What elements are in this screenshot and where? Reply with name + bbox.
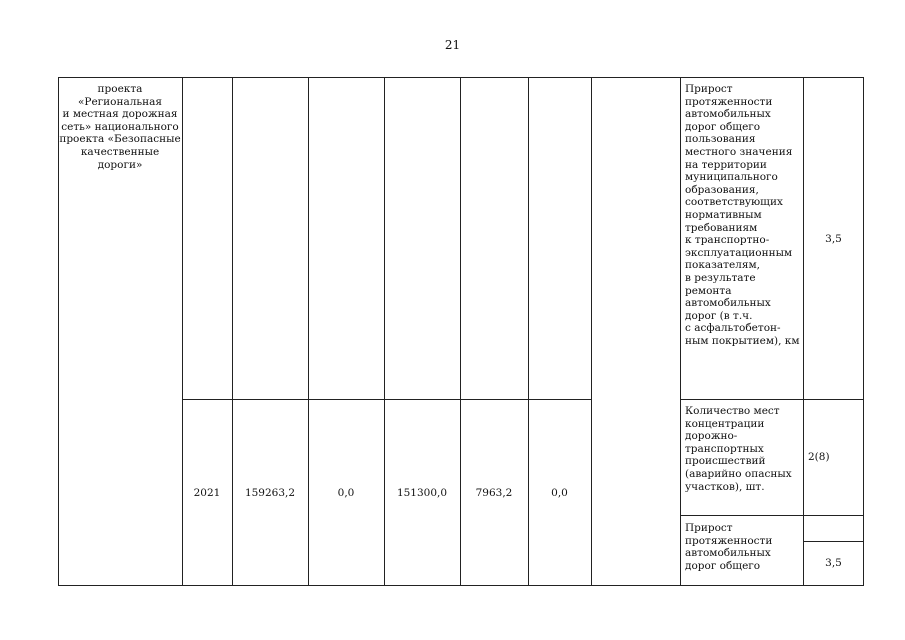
- indicator-value-2: 2(8): [808, 451, 830, 463]
- indicator-name-2: Количество мест концентрации дорожно- транспортных происшествий (аварийно опасных участков), шт.: [685, 405, 792, 493]
- indicator-name-1: Прирост протяженности автомобильных дорог общего пользования местного значения на территории муниципального образования, соответствующих нормативным требованиям к транспортно- эксплуатационным показателям, в результате ремонта автомобильных дорог (в т.ч. с асфальтобетон- ным покрытием), км: [685, 83, 800, 347]
- regional-budget-cell: 151300,0: [396, 487, 448, 499]
- total-cell: 159263,2: [244, 487, 296, 499]
- year-cell: 2021: [193, 487, 221, 499]
- indicator-value-1: 3,5: [825, 233, 842, 245]
- local-budget-cell: 7963,2: [475, 487, 513, 499]
- program-description-cell: проекта «Региональная и местная дорожная сеть» национального проекта «Безопасные качественные дороги»: [59, 83, 181, 171]
- page-number: 21: [444, 38, 461, 52]
- federal-budget-cell: 0,0: [337, 487, 355, 499]
- indicator-value-3: 3,5: [825, 557, 842, 569]
- indicator-name-3: Прирост протяженности автомобильных дорог общего: [685, 522, 773, 572]
- budget-table: [58, 77, 864, 586]
- other-sources-cell: 0,0: [551, 487, 568, 499]
